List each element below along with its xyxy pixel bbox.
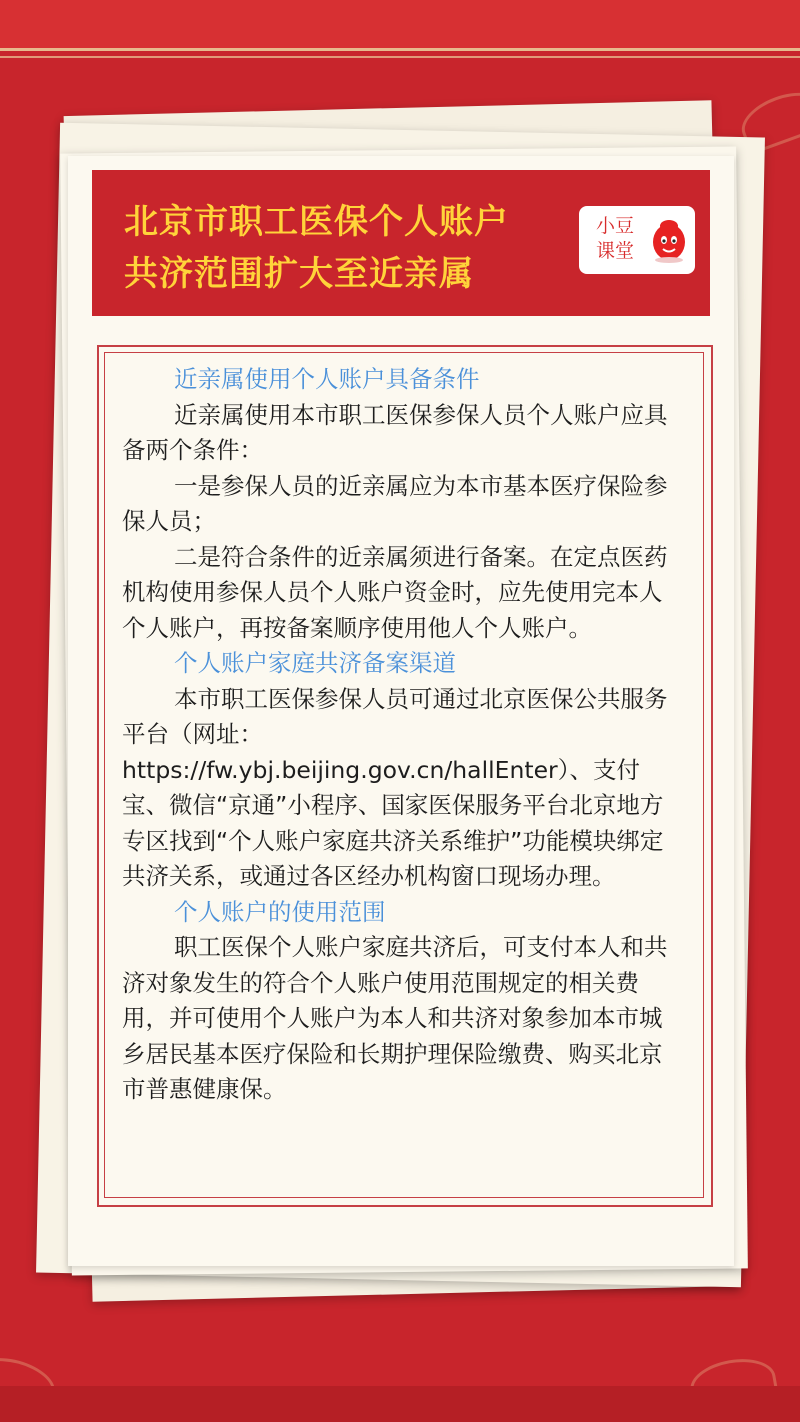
logo-text: [589, 214, 641, 264]
title-line-2: 共济范围扩大至近亲属: [124, 254, 474, 294]
bottom-decor-band: [0, 1386, 800, 1422]
section-heading: 个人账户家庭共济备案渠道: [174, 649, 456, 677]
article-content: [122, 362, 682, 1108]
red-bean-mascot-icon: [649, 216, 689, 264]
paragraph: 职工医保个人账户家庭共济后，可支付本人和共济对象发生的符合个人账户使用范围规定的相关费用，并可使用个人账户为本人和共济对象参加本市城乡居民基本医疗保险和长期护理保险缴费、购买北京市普惠健康保。: [122, 933, 668, 1103]
paragraph-with-url: https://fw.ybj.beijing.gov.cn/hallEnter）、支付宝、微信“京通”小程序、国家医保服务平台北京地方专区找到“个人账户家庭共济关系维护”功能模块绑定共济关系，或通过各区经办机构窗口现场办理。: [122, 755, 664, 890]
top-decor-band: [0, 0, 800, 51]
xiaodou-classroom-logo: [579, 206, 695, 274]
paragraph: 二是符合条件的近亲属须进行备案。在定点医药机构使用参保人员个人账户资金时，应先使用完本人个人账户，再按备案顺序使用他人个人账户。: [122, 542, 668, 642]
paragraph: 本市职工医保参保人员可通过北京医保公共服务平台（网址：: [122, 684, 668, 748]
page-title: [124, 196, 574, 300]
section-heading: 个人账户的使用范围: [174, 897, 386, 926]
section-heading: 近亲属使用个人账户具备条件: [174, 365, 480, 393]
paragraph: 一是参保人员的近亲属应为本市基本医疗保险参保人员；: [122, 471, 668, 535]
logo-line-1: 小豆: [595, 215, 634, 237]
top-decor-line: [0, 56, 800, 58]
title-line-1: 北京市职工医保个人账户: [124, 202, 509, 242]
logo-line-2: 课堂: [595, 240, 634, 262]
paragraph: 近亲属使用本市职工医保参保人员个人账户应具备两个条件：: [122, 400, 668, 464]
